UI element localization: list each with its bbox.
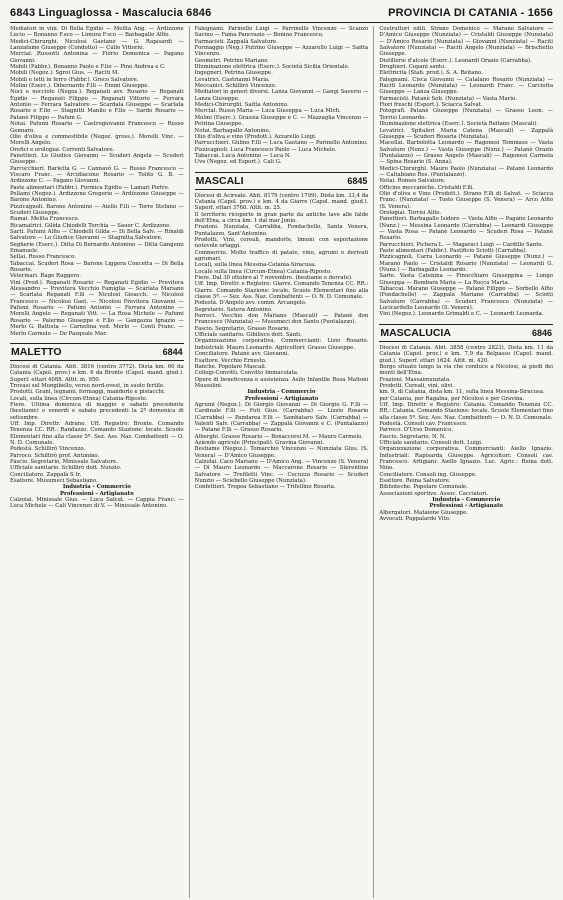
entry: Panettieri. Barbagallo Isidoro — Vasta Alfio — Pagano Leonardo (Nunz.) — Messina Leonardo (Carrabba) — Leonardi Giuseppe — Vasta Rosa — Patanè Leonardo — Scuderi Rosa — Patanè Rosario.	[379, 216, 554, 242]
entry: Parroco. D'Urso Domenico.	[379, 427, 453, 434]
entry: Mediatori in generi diversi. Lanza Giovanni — Gangi Saverio — Lanza Giuseppe.	[194, 89, 369, 102]
entry: Organizzazione corporativa. Commercianti: Aiello Ignazio. Industriali: Rapisarda Giuseppe. Agricoltori: Consoli cav. Francesco. Artigiani: Aiello Ignazio. Luc. Agric.: Reina dott. Nino.	[379, 446, 554, 472]
entry: Ingegneri. Petrina Giuseppe.	[194, 70, 273, 77]
entry: Diocesi di Acireale. Abit. 8179 (centro 1799). Dista km. 33,4 da Catania (Capol. prov.) e km. 4 da Giarre (Capol. mand. giud.). Superf. ettari 3768. Altit. m. 25.	[194, 192, 369, 212]
entry: Uve (Negoz. ed Esport.). Cali G.	[194, 159, 282, 166]
section-title: MASCALUCIA	[380, 326, 451, 339]
entry: Aziende agricole (Principali). Gravina Giovanni.	[194, 439, 324, 446]
entry: Notai. Romeo Salvatore.	[379, 178, 446, 185]
entry: per Catania, per Ragalna, per Nicolosi e per Gravina.	[379, 395, 525, 402]
entry: Esattore. Reina Salvatore.	[379, 478, 451, 485]
entry: Podestà. D'Angelo avv. comm. Arcangelo.	[194, 300, 307, 307]
entry: Fotografi. Patanè Giuseppe (Nunziata) — Grasso Leon. — Torrisi Leonardo.	[379, 108, 554, 121]
subsection-heading: Industria - Commercio	[247, 389, 316, 396]
subsection-heading: Industria - Commercio	[62, 484, 131, 491]
section-number: 6845	[347, 175, 368, 186]
entry: Conciliatore. Patanè avv. Giovanni.	[194, 351, 290, 358]
entry: Notai. Barbagallo Antonino.	[194, 127, 271, 134]
entry: Fiere. Ultima domenica di maggio e sabato precedente (bestiame) e venerdì e sabato precedenti la 2ª domenica di settembre.	[10, 401, 184, 421]
entry: Fascio. Segretario, Grasso Rosario.	[194, 325, 291, 332]
entry: Veterinari. Rago Ruggero.	[10, 273, 81, 280]
entry: Uff. Imp. Direttr. e Registro: Catania. Comando Tenenza CC. RR.: Catania. Comando Stazione: locale. Scuole Elementari fino alla classe 5ª. Sez. Ass. Naz. Combattenti — O. N. D. Comunale.	[379, 401, 554, 421]
header-right: PROVINCIA DI CATANIA - 1656	[388, 7, 553, 19]
entry: Prodotti. Vini, cereali, mandorle, limoni con esportazione notevole ortaggi.	[194, 236, 369, 250]
entry: Agrumi (Negoz.). Di Giorgio Giovanni — Di Giorgio G. F.lli — Cardinale F.lli — Foti Gius. (Carrabba) — Lizzio Rosario (Carrabba) — Pandarea F.lli — Sambataro Salv. (Carrabba) — Valenti Salv. (Carrabba) — Zappalà Giovanni e C. (Puntalazzo) — Patanè F.lli — Grasso Rosario.	[194, 401, 369, 434]
entry: Bestiame (Negoz.). Tomarchio Vincenzo — Nunziata Gius. (S. Venera) — D'Amico Giuseppe.	[194, 446, 369, 459]
entry: Parroco. Schillirò prof. Antonino.	[10, 452, 100, 459]
entry: Mobili (Fabbr.). Bonanno Paolo e F.lio — Pino Andrea e C.	[10, 64, 166, 71]
entry: Calzolai. Minissale Gius. — Luca Salvat. — Cappia Franc. — Luca Michele — Cali Vincenzo di V. — Minissale Antonino.	[10, 497, 184, 510]
section-number: 6846	[531, 327, 553, 338]
entry: Officine meccaniche. Cristaldi F.lli.	[379, 184, 475, 191]
section-header	[379, 324, 553, 342]
entry: Segherie (Eserc.). Ditta Di Bernardo Antonino — Ditta Gangemi Emanuele.	[10, 241, 184, 255]
section-header	[195, 172, 369, 190]
page-header	[10, 7, 553, 23]
entry: Biblioteche. Popolare Comunale.	[379, 484, 468, 491]
subsection-heading: Professioni - Artigianato	[244, 395, 319, 402]
entry: Mercial. Russotti Antonina — Fiorio Domenica — Pagano Giovanni.	[10, 51, 184, 64]
entry: Diocesi di Catania. Abit. 3816 (centro 3772). Dista km. 60 da Catania (Capol. prov.) e km. 6 da Bronte (Capol. mand. giud.). Superf. ettari 4088. Altit. m. 950.	[10, 363, 184, 383]
entry: Formaggio (Neg.) Putrino Giuseppe — Azzarello Luigi — Saitta Vincenzo.	[194, 45, 369, 58]
entry: Banche. Popolare Mascali.	[194, 363, 267, 370]
section-number: 6844	[162, 346, 183, 357]
entry: Trovasi sul Mongibello, verso nord-ovest, in suolo fertile.	[10, 382, 165, 389]
entry: Locale sulla linea (Circum-Etnea) Catania-Riposto.	[194, 268, 332, 275]
entry: Panettieri. Lo Giudice Giovanni — Scuderi Angela — Scuderi Giuseppe.	[10, 152, 184, 166]
entry: Medici-Chirurghi. Saitta Antonino.	[194, 102, 289, 109]
subsection-heading: Professioni - Artigianato	[429, 503, 503, 510]
entry: Medici-Chirurghi. Nicolosi Gaetano — G. Rapisardi — Lanzafame Giuseppe (Condotto) — Cullo Vittorio.	[10, 38, 184, 52]
entry: Avvocati. Pappalardo Vito.	[379, 516, 451, 523]
entry: Ramai. Melita Francesco.	[10, 216, 80, 223]
entry: Associazioni sportive. Assoc. Cacciatori.	[379, 490, 489, 497]
column-1	[10, 26, 184, 898]
entry: Uff. Imp. Direttr. Adrano. Uff. Registro: Bronte. Comando Tenenza CC. RR.: Randazzo. Comando Stazione: locale. Scuole Elementari fino alla classe 5ª. Sez. Ass. Naz. Combattenti — O. N. D. Comunale.	[10, 420, 184, 446]
entry: Esattore. Vecchio Ernesto.	[194, 357, 267, 364]
entry: Elettricità (Stab. prod.). S. A. Reitano.	[379, 70, 483, 77]
entry: Frazioni. Nunziata, Carrabba, Fondachello, Santa Venera, Puntalazzo, Sant'Antonino.	[194, 224, 369, 237]
entry: Prodotti. Cereali, vini, olivi.	[379, 382, 455, 389]
entry: Levatrici. Castrianni Maria.	[194, 76, 270, 83]
entry: Farmacisti. Zappalà Salvatore.	[194, 38, 278, 45]
entry: km. 9, di Catania, dista km. 11, sulla linea Messina-Siracusa.	[379, 389, 545, 396]
header-left: 6843 Linguaglossa - Mascalucia 6846	[10, 7, 212, 19]
entry: Meccanici. Schillirò Vincenzo.	[194, 83, 277, 90]
entry: Uff. Imp. Direttr. e Registro: Giarre. Comando Tenenza CC. RR.: Giarre. Comando Stazione: locale. Scuole Elementari fino alla classe 5ª. — Sez. Ass. Naz. Combattenti — O. N. D. Comunale.	[194, 281, 369, 301]
entry: Mobili e letti in ferro (Fabbr.). Greco Salvatore.	[10, 76, 139, 83]
entry: Fiere. Dal 30 ottobre al 7 novembre. (bestiame e derrate).	[194, 275, 353, 282]
entry: Tabaccai. Scuderi Rosa — Barone Liggera Concetta — Di Bella Rosario.	[10, 260, 184, 274]
entry: Vini (Prod.). Reganati Rosario — Reganati Egidio — Previtera Alessandro — Previtera Vecchio Famiglia — Scarlata Mariano — Scarlata Reganati F.lli — Nicolosi Gioacch. — Nicolosi Francesco — Nicolosi Gaet. — Nicolosi Previtera Giovanni — Pafumi Rosario — Pafumi Antonio — Ferrara Antonino — Morelli Angelo — Reganati Vitt. — La Rosa Michele — Pafumi Rosario — Palermo Giuseppe e F.llo — Gangazza Ignazio — Merlo G. Battista — Carnelina ved. Merlo — Conti Franc. — Merlo Carmelo — De Pasquale Mar.	[10, 279, 184, 337]
entry: Commercio. Molto traffico di patate, vino, agrumi e derivati agrumari.	[194, 249, 369, 262]
section-title: MASCALI	[195, 174, 244, 187]
entry: Frazioni. Massannunziata.	[379, 376, 451, 383]
section-header	[10, 343, 184, 361]
entry: Collegi-Convitti. Convitto Immacolata.	[194, 370, 299, 377]
entry: Olio d'oliva e Vino (Prodott.). Strano F.lli di Salvat. — Sciacca Franc. (Nunziata) — Tosto Giuseppe (S. Venera) — Arco Alfio (S. Venera).	[379, 190, 554, 210]
entry: Esattore. Musumeci Sebastiano.	[10, 478, 98, 485]
entry: Pizzicagnoli. Barone Antonino — Aiello F.lli — Torre Stefano — Scuderi Giuseppe.	[10, 203, 184, 216]
entry: Illuminazione elettrica (Eserc.). Società Sicilia Orientale.	[194, 64, 350, 71]
entry: Ufficiale sanitario. Consoli dott. Luigi.	[379, 439, 483, 446]
entry: Paste alimentari (Fabbr.). Pastificio Sciotti (Carrabba).	[379, 248, 527, 255]
entry: Orefici e orologiai. Correnti Salvatore.	[10, 146, 115, 153]
entry: Albergatori. Mataione Giuseppe.	[379, 509, 468, 516]
entry: Ufficiale sanitario. Gibilisco dott. Santi.	[194, 332, 302, 339]
entry: Falegnami. Parinello Luigi — Parrinello Vincenzo — Scanzo Savino — Fama Pancrazio — Bonino Francesco.	[194, 26, 369, 39]
entry: Ricamatrici. Gilida Chiodelli Torchia — Sauer C. Ardizzone.	[10, 222, 171, 229]
entry: Sarte. Vasta Catenina — Finocchiaro Giuseppina — Longo Giuseppa — Bombara Maria — La Rocca Marta.	[379, 273, 554, 286]
subsection-heading: Industria - Commercio	[432, 497, 501, 504]
entry: Molini (Eserc.). Dibernardo F.lli — Emmi Giuseppe.	[10, 83, 150, 90]
columns	[10, 26, 553, 898]
entry: Podestà. Consoli cav. Francesco.	[379, 420, 468, 427]
entry: Pizzicagnoli. Carra Leonardo — Patanè Giuseppe (Nunz.) — Marano Paolo — Cristaldi Rosario (Nunziata) — Leonardi G. (Nunz.) — Barbagallo Leonardo.	[379, 254, 554, 274]
entry: Fiori freschi (Esport.). Sciacca Salvat.	[379, 102, 483, 109]
entry: Geometri. Petrino Mariano.	[194, 57, 270, 64]
entry: Costruttori edili. Strano Domenico — Marano Salvatore — D'Amico Giuseppe (Nunziata) — Cristaldi Giuseppe (Nunziata) — D'Amico Rosario (Nunziata) — Giovanni (Nunziata) — Raciti Salvatore (Nunziata) — Raciti Angelo (Nunziata) — Brischetto Giuseppe.	[379, 26, 554, 58]
entry: Pellami (Negoz.). Ardizzone Gregorio — Ardizzone Giuseppe — Barone Antonino.	[10, 190, 184, 204]
entry: Prodotti. Grani, legnami, formaggi, mandorle e pistacchi.	[10, 389, 166, 396]
entry: Tabaccai. Marano Giuseppe — Patanè Filippo — Sorbello Alfio (Fondachello) — Zappalà Mariano (Carrabba) — Sciotti Salvatore (Carrabba) — Scuderi Francesco (Nunziata) — Locicardello Leonardo (S. Venera).	[379, 286, 554, 312]
entry: Distillerie d'alcole (Eserc.). Leonardi Orazio (Carrabba).	[379, 57, 532, 64]
entry: Parrucchieri. Pichera L. — Magaraci Luigi — Cardillo Santo.	[379, 241, 544, 248]
column-2	[189, 26, 369, 898]
entry: Alberghi. Grasso Rosario — Bonaccorsi M. — Mauro Carmelo.	[194, 433, 363, 440]
subsection-heading: Professioni - Artigianato	[60, 490, 134, 497]
entry: Falegnami. Cisca Giovanni — Catalano Rosario (Nunziata) — Raciti Leonardo (Nunziata) — Leonardi Franc. — Carciotta Giuseppe — Lanza Giuseppe.	[379, 76, 554, 96]
entry: Olio d'oliva e commestibile (Negoz. gross.). Morelli Vinc. — Morelli Angelo.	[10, 133, 184, 147]
entry: Levatrici. Spitaleri Maria Catena (Mascali) — Zappalà Giuseppa — Scuderi Rosaria (Nunziata).	[379, 127, 554, 140]
entry: Farmacisti. Patanè Seb. (Nunziata) — Vasta Mario.	[379, 95, 517, 102]
entry: Mobili (Negoz.). Sgroi Gius. — Raciti M.	[10, 70, 120, 77]
entry: Podestà. Schillirò Vincenzo.	[10, 446, 86, 453]
entry: Illuminazione elettrica (Eserc.). Società Reitano (Mascali).	[379, 121, 539, 128]
entry: Droghieri. Copani santo.	[379, 64, 446, 71]
entry: Fascio. Segretario, Minissale Salvatore.	[10, 459, 118, 465]
entry: Conciliatore. Consoli ing. Giuseppe.	[379, 471, 477, 478]
entry: Macellai. Barbolotta Leonardo — Ragonesi Tommaso — Vasta Salvatore (Nunz.) — Vasta Giuseppe (Nunz.) — Patanè Orazio (Puntalazzo) — Grasso Angelo (Mascali) — Ragonesi Carmela — Spina Rosario (S. Anna).	[379, 140, 554, 166]
entry: Il territorio ricoperto in gran parte da antiche lave alle falde dell'Etna, a circa km. 1 dal mar Jonio.	[194, 211, 369, 224]
entry: Confettieri. Tropea Sebastiano — Trifellino Rosaria.	[194, 484, 336, 491]
entry: Molini (Eserc.). Grassia Giuseppe e C. — Mazzaglia Vincenzo — Petrina Giuseppe.	[194, 114, 369, 128]
entry: Locali, sulla linea Messina-Catania-Siracusa.	[194, 262, 317, 269]
entry: Diocesi di Catania. Abit. 3858 (centro 2823). Dista km. 11 da Catania (Capol. prov.) e km. 7,9 da Belpasso (Capol. mand. giud.). Superf. ettari 1624. Altit. m. 420.	[379, 344, 554, 364]
entry: Fascio. Segretario, N. N.	[379, 433, 446, 440]
entry: Olio d'oliva e vino (Prodott.). Azzarello Luigi.	[194, 133, 317, 140]
entry: Ufficiale sanitario. Schillirò dott. Nunzio.	[10, 465, 122, 472]
entry: Organizzazione corporativa. Commercianti: Lizio Rosario. Industriali: Mauro Leonardo. Agricoltori: Grasso Giuseppe.	[194, 338, 369, 351]
entry: Orologiai. Torrisi Alfio.	[379, 209, 442, 216]
entry: Sarti. Pafumi Alfio — Chiodelli Gilda — Di Bella Salv. — Rinaldi Salvatore — Lo Giudice Giovanni — Stagnitta Salvatore.	[10, 229, 184, 242]
entry: Parrucchieri. Barletta G. — Cannavò G. — Russo Francesco — Viscaro Franc. — Arcidiacono Rosario — Tolito G. B. — Ardizzone C. — Pagano Giovanni.	[10, 165, 184, 185]
section-title: MALETTO	[11, 345, 62, 358]
entry: Paste alimentari (Fabbr.). Formica Egidio — Lamari Pietro.	[10, 184, 170, 191]
column-3	[373, 26, 553, 898]
entry: Notai. Pafumi Rosario — Castrogiovanni Francesco — Russo Gennaro.	[10, 121, 184, 134]
entry: Mediatori in vini. Di Bella Egidio — Melita Ang. — Ardizzone Lucio — Bonanno F.sco — Limura F.sco — Barbagallo Alfio.	[10, 26, 184, 39]
entry: Calzolai. Caco Mariano — D'Amico Ang. — Vincenzo (S. Venera) — Di Mauro Leonardo — Maccarone Rosario — Sterentino Salvatore — Trefiletti Vinc. — Cocuzza Rosario — Scuderi Nunzio — Sciebello Giuseppe (Nunziata).	[194, 459, 369, 485]
entry: Mercial. Russo Maria — Luca Giuseppa — Luca Mich.	[194, 108, 341, 115]
entry: Opere di beneficenza e assistenza. Asilo Infantile Rosa Maltoni Mussolini.	[194, 376, 369, 389]
entry: Medici-Chirurghi. Mauro Paolo (Nunziata) — Patanè Leonardo — Caltabiano Ros. (Puntalazzo).	[379, 165, 554, 178]
entry: Parroci. Vecchio don Mariano (Mascali) — Patanè don Francesco (Nunziata) — Musumeci don Santo (Puntalazzo).	[194, 313, 369, 326]
entry: Noci e nocciole (Negoz.). Reganati avv. Rosario — Reganati Egidio — Reganati Filippo — Reganati Vittorio — Ferrara Antonio — Ferrara Salvatore — Scardala Giuseppe — Scarlata Rosario e F.llo — Stagnitti Manlio e F.llo — Sardo Rosario — Patanè Filippo — Pafum G.	[10, 89, 184, 121]
entry: Segretario. Sutera Antonino.	[194, 306, 273, 313]
entry: Parrucchieri. Gulino F.lli — Luca Gaetano — Parinello Antonino.	[194, 140, 368, 147]
entry: Vini (Negoz.). Leonardo Grimaldi e C. — Leonardi Leonarda.	[379, 311, 544, 318]
entry: Tabaccai. Luca Antonino — Luca N.	[194, 152, 291, 159]
entry: Locali, sulla linea (Circum-Etnea) Catania-Riposto.	[10, 395, 148, 402]
entry: Sellai. Russo Francesco.	[10, 254, 77, 261]
entry: Conciliatore. Zappalà S Ir.	[10, 471, 82, 478]
entry: Borgo situato lungo la via che conduce a Nicolosi, ai piedi dei monti dell'Etna.	[379, 363, 554, 377]
entry: Pizzicagnoli. Luca Francesco Paolo — Luca Michele.	[194, 146, 337, 153]
